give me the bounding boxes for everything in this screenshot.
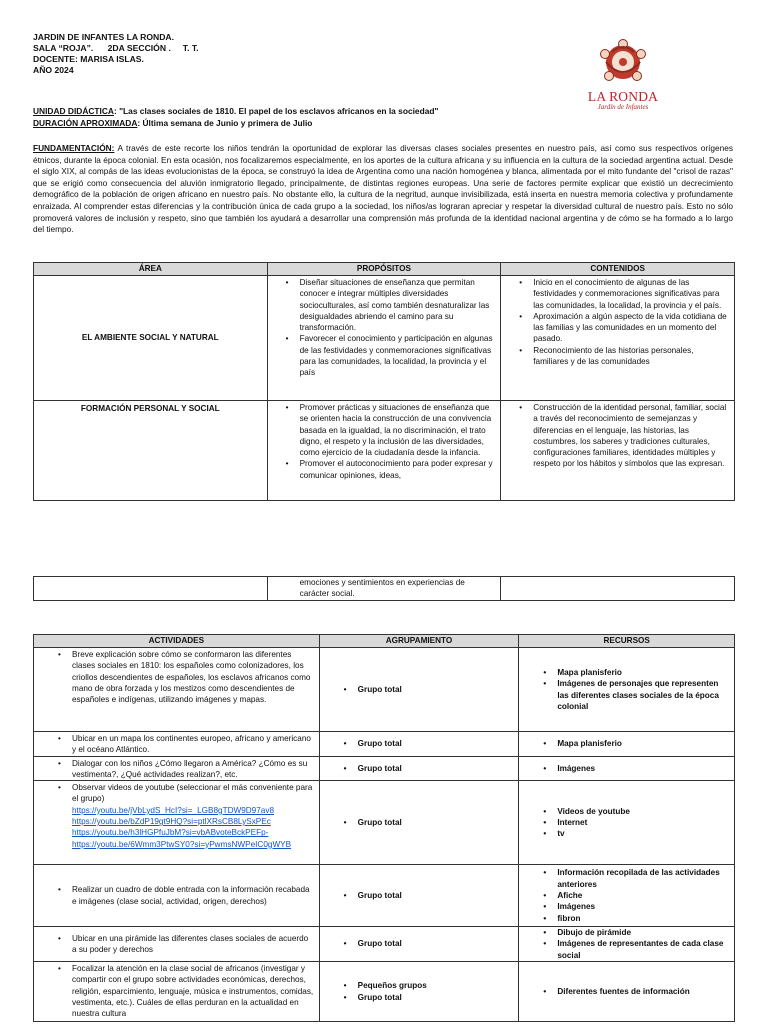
table-row bbox=[34, 401, 735, 501]
list-item: • Grupo total bbox=[354, 817, 518, 828]
contenidos-cell bbox=[501, 276, 735, 401]
contenidos-cell bbox=[501, 401, 735, 501]
header-actividades: ACTIVIDADES bbox=[34, 635, 320, 648]
list-item: • Mapa planisferio bbox=[553, 738, 733, 749]
recursos-cell bbox=[519, 962, 735, 1022]
list-item: • Imágenes bbox=[553, 763, 733, 774]
list-item: • Mapa planisferio bbox=[553, 667, 730, 678]
header-propositos: PROPÓSITOS bbox=[267, 263, 501, 276]
list-item: • Breve explicación sobre cómo se conformaron las diferentes clases sociales en 1810: los españoles como colonizadores, los criollos descendientes de españoles, los esclavos africanos como mano de obra forzada y los mestizos como descendientes de españoles e indígenas, utilizando imágenes y mapas. bbox=[68, 649, 315, 705]
youtube-link[interactable]: https://youtu.be/jVbLydS_HcI?si=_LGB8gTDW9D97av8 bbox=[72, 805, 274, 815]
area-cell: FORMACIÓN PERSONAL Y SOCIAL bbox=[34, 401, 268, 501]
list-item bbox=[68, 782, 315, 850]
agrupamiento-cell bbox=[319, 927, 519, 962]
school-header bbox=[33, 32, 199, 76]
list-item: • Inicio en el conocimiento de algunas de las festividades y conmemoraciones significativas para las comunidades, la localidad, la provincia y el país. bbox=[529, 277, 730, 311]
list-item: • Focalizar la atención en la clase social de africanos (investigar y compartir con el grupo sobre actividades económicas, derechos, religión, esparcimiento, lenguaje, música e instrumentos, comidas, vestimenta, etc.). Cuáles de ellas perduran en la actualidad en nuestra cultura bbox=[68, 963, 315, 1019]
list-item: • Favorecer el conocimiento y participación en algunas de las festividades y conmemoraciones significativas para las comunidades, la localidad, la provincia y el país bbox=[296, 333, 497, 378]
area-table-header bbox=[34, 263, 735, 276]
duracion-text: : Última semana de Junio y primera de Julio bbox=[137, 117, 313, 128]
agrupamiento-cell bbox=[319, 756, 519, 781]
list-item: • Videos de youtube bbox=[553, 806, 733, 817]
list-item: • Grupo total bbox=[354, 938, 518, 949]
agrupamiento-cell bbox=[319, 648, 519, 732]
school-logo bbox=[578, 38, 668, 113]
agrupamiento-cell bbox=[319, 781, 519, 865]
agrupamiento-cell bbox=[319, 865, 519, 927]
activities-table bbox=[33, 634, 735, 1022]
table-row bbox=[34, 732, 735, 757]
list-item: • Internet bbox=[553, 817, 733, 828]
header-agrupamiento: AGRUPAMIENTO bbox=[319, 635, 519, 648]
list-item: • Imágenes bbox=[553, 901, 730, 912]
unidad-title: : "Las clases sociales de 1810. El papel de los esclavos africanos en la sociedad" bbox=[113, 106, 439, 116]
fundamentacion-label: FUNDAMENTACIÓN: bbox=[33, 143, 115, 153]
youtube-link[interactable]: https://youtu.be/bZdP19gt9HQ?si=ptlXRsCB8LySxPEc bbox=[72, 817, 271, 827]
list-item: • Grupo total bbox=[354, 992, 518, 1003]
actividad-cell bbox=[34, 756, 320, 781]
list-item: • Grupo total bbox=[354, 738, 518, 749]
fundamentacion-text: A través de este recorte los niños tendrán la oportunidad de explorar las diversas clases sociales presentes en nuestro país, así como sus respectivos orígenes étnicos, durante la época colonial. En esta ocasión, nos focalizaremos especialmente, en los aportes de la cultura africana y su influencia en la cultura de la sociedad argentina actual. Desde el siglo XIX, al compás de las ideas evolucionistas de la época, se construyó la idea de Argentina como una nación homogénea y blanca, alimentada por el mito fundante del "crisol de razas" que se erigió como consecuencia del aluvión inmigratorio llegado, principalmente, de distintas regiones europeas. Una serie de factores permite explicar que existió un decrecimiento demográfico de la población de origen africano en nuestro país. No obstante ello, la cultura de la negritud, aunque invisibilizada, está inserta en nuestra memoria colectiva y profundamente enraizada. Al comprender estas diferencias y la contribución única de cada grupo a la sociedad, los niños/as lograran apreciar y respetar la diversidad cultural de nuestro país. Esto no sólo promoverá valores de inclusión y respeto, sino que también los ayudará a desarrollar una comprensión más profunda de la identidad nacional argentina y de cómo se ha formado a lo largo del tiempo. bbox=[33, 143, 733, 235]
actividad-cell bbox=[34, 781, 320, 865]
list-item: • Reconocimiento de las historias personales, familiares y de las comunidades bbox=[529, 345, 730, 368]
duracion-label: DURACIÓN APROXIMADA bbox=[33, 117, 138, 128]
header-contenidos: CONTENIDOS bbox=[501, 263, 735, 276]
area-table-continuation bbox=[33, 576, 735, 601]
table-row bbox=[34, 962, 735, 1022]
children-emblem-icon bbox=[592, 38, 654, 86]
agrupamiento-cell bbox=[319, 732, 519, 757]
area-cell: EL AMBIENTE SOCIAL Y NATURAL bbox=[34, 276, 268, 401]
table-row bbox=[34, 276, 735, 401]
docente-line: DOCENTE: MARISA ISLAS. bbox=[33, 54, 144, 64]
list-item: • Diferentes fuentes de información bbox=[553, 986, 733, 997]
recursos-cell bbox=[519, 732, 735, 757]
logo-subtitle: Jardín de Infantes bbox=[597, 103, 649, 111]
recursos-cell bbox=[519, 756, 735, 781]
list-item: • Dibujo de pirámide bbox=[553, 927, 730, 938]
table-row bbox=[34, 781, 735, 865]
list-item: • Promover prácticas y situaciones de enseñanza que se orienten hacia la construcción de una convivencia basada en la igualdad, la no discriminación, el trato digno, el respeto y la inclusión de las diversidades, como ejercicio de la ciudadanía desde la infancia. bbox=[296, 402, 497, 458]
list-item: • Grupo total bbox=[354, 684, 518, 695]
area-table bbox=[33, 262, 735, 501]
propositos-cell bbox=[267, 276, 501, 401]
list-item: • Ubicar en una pirámide las diferentes clases sociales de acuerdo a su poder y derechos bbox=[68, 933, 315, 956]
list-item: • tv bbox=[553, 828, 733, 839]
school-name: JARDIN DE INFANTES LA RONDA. bbox=[33, 32, 175, 42]
unit-info bbox=[33, 106, 438, 129]
recursos-cell bbox=[519, 781, 735, 865]
actividad-text: Observar videos de youtube (seleccionar el más conveniente para el grupo) bbox=[72, 783, 313, 804]
youtube-link[interactable]: https://youtu.be/6Wmm3PtwSY0?si=yPwmsNWPeIC0gWYB bbox=[72, 839, 292, 849]
year-line: AÑO 2024 bbox=[33, 65, 74, 75]
agrupamiento-cell bbox=[319, 962, 519, 1022]
activities-table-header bbox=[34, 635, 735, 648]
sala-line: SALA “ROJA”. 2DA SECCIÓN . T. T. bbox=[33, 43, 199, 53]
list-item: • Dialogar con los niños ¿Cómo llegaron a América? ¿Cómo es su vestimenta?, ¿Qué actividades realizan?, etc. bbox=[68, 758, 315, 781]
list-item: • Afiche bbox=[553, 890, 730, 901]
youtube-link[interactable]: https://youtu.be/h3lHGPfuJbM?si=vbABvoteBckPEFp- bbox=[72, 828, 269, 838]
list-item: • Grupo total bbox=[354, 763, 518, 774]
list-item: • Promover el autoconocimiento para poder expresar y comunicar opiniones, ideas, bbox=[296, 458, 497, 481]
table-row bbox=[34, 648, 735, 732]
table-row bbox=[34, 577, 735, 601]
unidad-label: UNIDAD DIDÁCTICA bbox=[33, 106, 114, 116]
fundamentacion-paragraph bbox=[33, 143, 733, 236]
list-item: • Información recopilada de las actividades anteriores bbox=[553, 867, 730, 890]
actividad-cell bbox=[34, 732, 320, 757]
actividad-cell bbox=[34, 927, 320, 962]
list-item: • Diseñar situaciones de enseñanza que permitan conocer e integrar múltiples diversidades socioculturales, así como también desnaturalizar las desigualdades abriendo el camino para su transformación. bbox=[296, 277, 497, 333]
recursos-cell bbox=[519, 865, 735, 927]
header-area: ÁREA bbox=[34, 263, 268, 276]
list-item: • Aproximación a algún aspecto de la vida cotidiana de las familias y las comunidades en un momento del pasado. bbox=[529, 311, 730, 345]
actividad-cell bbox=[34, 648, 320, 732]
header-recursos: RECURSOS bbox=[519, 635, 735, 648]
actividad-cell bbox=[34, 865, 320, 927]
actividad-cell bbox=[34, 962, 320, 1022]
list-item: • Imágenes de representantes de cada clase social bbox=[553, 938, 730, 961]
list-item: • Pequeños grupos bbox=[354, 980, 518, 991]
list-item: • Construcción de la identidad personal, familiar, social a través del reconocimiento de semejanzas y diferencias en el lenguaje, las historias, las costumbres, los saberes y tradiciones culturales, configuraciones familiares, identidades múltiples y respeto por los hábitos y símbolos que las expresan. bbox=[529, 402, 730, 470]
empty-cell bbox=[501, 577, 735, 601]
recursos-cell bbox=[519, 927, 735, 962]
list-item: • Imágenes de personajes que representen las diferentes clases sociales de la época colonial bbox=[553, 678, 730, 712]
propositos-continuation: emociones y sentimientos en experiencias de carácter social. bbox=[267, 577, 501, 601]
table-row bbox=[34, 927, 735, 962]
recursos-cell bbox=[519, 648, 735, 732]
list-item: • fibron bbox=[553, 913, 730, 924]
list-item: • Realizar un cuadro de doble entrada con la información recabada e imágenes (clase social, actividad, origen, derechos) bbox=[68, 884, 315, 907]
propositos-cell bbox=[267, 401, 501, 501]
table-row bbox=[34, 756, 735, 781]
logo-name: LA RONDA bbox=[587, 89, 659, 104]
empty-cell bbox=[34, 577, 268, 601]
table-row bbox=[34, 865, 735, 927]
list-item: • Grupo total bbox=[354, 890, 518, 901]
list-item: • Ubicar en un mapa los continentes europeo, africano y americano y el océano Atlántico. bbox=[68, 733, 315, 756]
